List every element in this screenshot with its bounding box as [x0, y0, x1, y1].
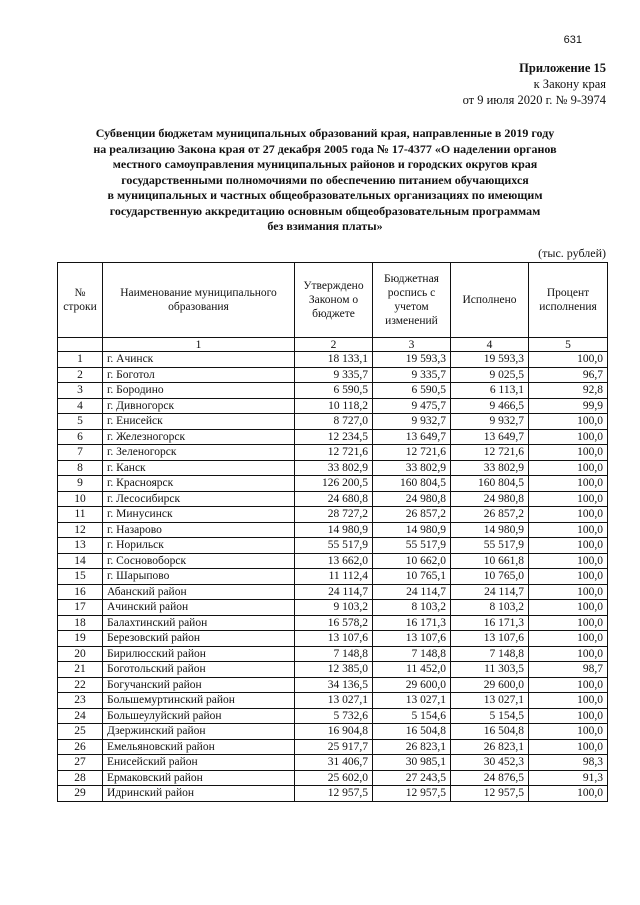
- name-cell: Енисейский район: [103, 755, 295, 771]
- name-cell: г. Зеленогорск: [103, 445, 295, 461]
- percent-cell: 100,0: [529, 507, 608, 523]
- percent-cell: 100,0: [529, 538, 608, 554]
- name-cell: Ермаковский район: [103, 770, 295, 786]
- approved-cell: 25 602,0: [295, 770, 373, 786]
- header-approved: Утверждено Законом о бюджете: [295, 263, 373, 338]
- column-number: 4: [451, 338, 529, 352]
- units-label: (тыс. рублей): [538, 246, 606, 260]
- approved-cell: 9 335,7: [295, 367, 373, 383]
- percent-cell: 100,0: [529, 476, 608, 492]
- table-row: [58, 538, 608, 554]
- budget-list-cell: 27 243,5: [373, 770, 451, 786]
- table-row: [58, 445, 608, 461]
- table-row: [58, 786, 608, 802]
- percent-cell: 100,0: [529, 600, 608, 616]
- approved-cell: 16 904,8: [295, 724, 373, 740]
- executed-cell: 14 980,9: [451, 522, 529, 538]
- executed-cell: 16 504,8: [451, 724, 529, 740]
- table-row: [58, 383, 608, 399]
- budget-list-cell: 10 765,1: [373, 569, 451, 585]
- name-cell: г. Железногорск: [103, 429, 295, 445]
- executed-cell: 16 171,3: [451, 615, 529, 631]
- row-number-cell: 21: [58, 662, 103, 678]
- percent-cell: 100,0: [529, 708, 608, 724]
- executed-cell: 26 823,1: [451, 739, 529, 755]
- column-number: 3: [373, 338, 451, 352]
- name-cell: Балахтинский район: [103, 615, 295, 631]
- appendix-header: [463, 60, 606, 108]
- row-number-cell: 29: [58, 786, 103, 802]
- table-row: [58, 631, 608, 647]
- row-number-cell: 28: [58, 770, 103, 786]
- percent-cell: 100,0: [529, 429, 608, 445]
- budget-list-cell: 55 517,9: [373, 538, 451, 554]
- budget-list-cell: 9 335,7: [373, 367, 451, 383]
- title-line: Субвенции бюджетам муниципальных образований края, направленные в 2019 году: [95, 126, 555, 140]
- budget-list-cell: 9 932,7: [373, 414, 451, 430]
- header-budget-list: Бюджетная роспись с учетом изменений: [373, 263, 451, 338]
- budget-list-cell: 7 148,8: [373, 646, 451, 662]
- percent-cell: 100,0: [529, 460, 608, 476]
- row-number-cell: 6: [58, 429, 103, 445]
- percent-cell: 100,0: [529, 584, 608, 600]
- name-cell: Идринский район: [103, 786, 295, 802]
- percent-cell: 100,0: [529, 445, 608, 461]
- percent-cell: 100,0: [529, 724, 608, 740]
- title-line: местного самоуправления муниципальных районов и городских округов края: [112, 157, 538, 171]
- executed-cell: 33 802,9: [451, 460, 529, 476]
- executed-cell: 5 154,5: [451, 708, 529, 724]
- name-cell: Бирилюсский район: [103, 646, 295, 662]
- budget-list-cell: 19 593,3: [373, 352, 451, 368]
- approved-cell: 11 112,4: [295, 569, 373, 585]
- percent-cell: 100,0: [529, 615, 608, 631]
- row-number-cell: 18: [58, 615, 103, 631]
- budget-list-cell: 8 103,2: [373, 600, 451, 616]
- name-cell: г. Бородино: [103, 383, 295, 399]
- approved-cell: 18 133,1: [295, 352, 373, 368]
- percent-cell: 98,7: [529, 662, 608, 678]
- name-cell: Боготольский район: [103, 662, 295, 678]
- executed-cell: 9 466,5: [451, 398, 529, 414]
- approved-cell: 5 732,6: [295, 708, 373, 724]
- approved-cell: 31 406,7: [295, 755, 373, 771]
- executed-cell: 26 857,2: [451, 507, 529, 523]
- table-row: [58, 600, 608, 616]
- name-cell: г. Красноярск: [103, 476, 295, 492]
- name-cell: г. Канск: [103, 460, 295, 476]
- executed-cell: 55 517,9: [451, 538, 529, 554]
- approved-cell: 28 727,2: [295, 507, 373, 523]
- approved-cell: 34 136,5: [295, 677, 373, 693]
- executed-cell: 13 027,1: [451, 693, 529, 709]
- table-row: [58, 677, 608, 693]
- executed-cell: 13 107,6: [451, 631, 529, 647]
- budget-list-cell: 13 107,6: [373, 631, 451, 647]
- budget-list-cell: 24 980,8: [373, 491, 451, 507]
- appendix-title: Приложение 15: [519, 61, 606, 75]
- percent-cell: 99,9: [529, 398, 608, 414]
- percent-cell: 100,0: [529, 631, 608, 647]
- executed-cell: 6 113,1: [451, 383, 529, 399]
- percent-cell: 100,0: [529, 352, 608, 368]
- executed-cell: 160 804,5: [451, 476, 529, 492]
- table-row: [58, 367, 608, 383]
- approved-cell: 13 107,6: [295, 631, 373, 647]
- table-row: [58, 569, 608, 585]
- executed-cell: 7 148,8: [451, 646, 529, 662]
- table-row: [58, 724, 608, 740]
- budget-list-cell: 13 027,1: [373, 693, 451, 709]
- table-row: [58, 553, 608, 569]
- name-cell: г. Назарово: [103, 522, 295, 538]
- row-number-cell: 8: [58, 460, 103, 476]
- row-number-cell: 9: [58, 476, 103, 492]
- approved-cell: 12 234,5: [295, 429, 373, 445]
- row-number-cell: 26: [58, 739, 103, 755]
- table-row: [58, 491, 608, 507]
- column-number: [58, 338, 103, 352]
- executed-cell: 12 721,6: [451, 445, 529, 461]
- name-cell: Абанский район: [103, 584, 295, 600]
- table-body: [58, 352, 608, 802]
- executed-cell: 10 765,0: [451, 569, 529, 585]
- name-cell: Березовский район: [103, 631, 295, 647]
- executed-cell: 24 876,5: [451, 770, 529, 786]
- row-number-cell: 4: [58, 398, 103, 414]
- appendix-law: к Закону края: [533, 77, 606, 91]
- table-row: [58, 398, 608, 414]
- budget-list-cell: 5 154,6: [373, 708, 451, 724]
- name-cell: г. Боготол: [103, 367, 295, 383]
- row-number-cell: 16: [58, 584, 103, 600]
- table-row: [58, 755, 608, 771]
- row-number-cell: 20: [58, 646, 103, 662]
- table-row: [58, 476, 608, 492]
- title-line: в муниципальных и частных общеобразовательных организациях по имеющим: [107, 188, 543, 202]
- percent-cell: 100,0: [529, 414, 608, 430]
- budget-list-cell: 26 823,1: [373, 739, 451, 755]
- row-number-cell: 25: [58, 724, 103, 740]
- percent-cell: 100,0: [529, 786, 608, 802]
- name-cell: Богучанский район: [103, 677, 295, 693]
- column-number: 1: [103, 338, 295, 352]
- approved-cell: 25 917,7: [295, 739, 373, 755]
- budget-list-cell: 33 802,9: [373, 460, 451, 476]
- row-number-cell: 17: [58, 600, 103, 616]
- approved-cell: 6 590,5: [295, 383, 373, 399]
- approved-cell: 24 114,7: [295, 584, 373, 600]
- table-row: [58, 584, 608, 600]
- approved-cell: 55 517,9: [295, 538, 373, 554]
- executed-cell: 19 593,3: [451, 352, 529, 368]
- header-row-number: № строки: [58, 263, 103, 338]
- budget-list-cell: 29 600,0: [373, 677, 451, 693]
- budget-list-cell: 160 804,5: [373, 476, 451, 492]
- approved-cell: 12 957,5: [295, 786, 373, 802]
- page-number: 631: [563, 34, 582, 46]
- budget-list-cell: 24 114,7: [373, 584, 451, 600]
- percent-cell: 100,0: [529, 739, 608, 755]
- column-number: 5: [529, 338, 608, 352]
- table-row: [58, 739, 608, 755]
- row-number-cell: 12: [58, 522, 103, 538]
- name-cell: г. Лесосибирск: [103, 491, 295, 507]
- row-number-cell: 2: [58, 367, 103, 383]
- budget-list-cell: 14 980,9: [373, 522, 451, 538]
- executed-cell: 24 980,8: [451, 491, 529, 507]
- executed-cell: 29 600,0: [451, 677, 529, 693]
- row-number-cell: 15: [58, 569, 103, 585]
- name-cell: Большеулуйский район: [103, 708, 295, 724]
- budget-list-cell: 10 662,0: [373, 553, 451, 569]
- table-row: [58, 693, 608, 709]
- row-number-cell: 10: [58, 491, 103, 507]
- table-header-row: [58, 263, 608, 338]
- appendix-date: от 9 июля 2020 г. № 9-3974: [462, 93, 606, 107]
- name-cell: Большемуртинский район: [103, 693, 295, 709]
- table-row: [58, 615, 608, 631]
- row-number-cell: 23: [58, 693, 103, 709]
- percent-cell: 96,7: [529, 367, 608, 383]
- name-cell: г. Ачинск: [103, 352, 295, 368]
- subvention-table: [57, 262, 608, 802]
- approved-cell: 16 578,2: [295, 615, 373, 631]
- approved-cell: 10 118,2: [295, 398, 373, 414]
- executed-cell: 9 932,7: [451, 414, 529, 430]
- budget-list-cell: 13 649,7: [373, 429, 451, 445]
- percent-cell: 100,0: [529, 553, 608, 569]
- percent-cell: 92,8: [529, 383, 608, 399]
- approved-cell: 126 200,5: [295, 476, 373, 492]
- budget-list-cell: 30 985,1: [373, 755, 451, 771]
- name-cell: г. Сосновоборск: [103, 553, 295, 569]
- table-row: [58, 662, 608, 678]
- percent-cell: 100,0: [529, 491, 608, 507]
- budget-list-cell: 12 721,6: [373, 445, 451, 461]
- percent-cell: 91,3: [529, 770, 608, 786]
- document-title: [60, 126, 590, 235]
- approved-cell: 9 103,2: [295, 600, 373, 616]
- budget-list-cell: 16 504,8: [373, 724, 451, 740]
- budget-list-cell: 26 857,2: [373, 507, 451, 523]
- row-number-cell: 5: [58, 414, 103, 430]
- name-cell: г. Шарыпово: [103, 569, 295, 585]
- name-cell: Дзержинский район: [103, 724, 295, 740]
- row-number-cell: 19: [58, 631, 103, 647]
- table-row: [58, 507, 608, 523]
- row-number-cell: 27: [58, 755, 103, 771]
- executed-cell: 8 103,2: [451, 600, 529, 616]
- executed-cell: 24 114,7: [451, 584, 529, 600]
- header-executed: Исполнено: [451, 263, 529, 338]
- percent-cell: 100,0: [529, 522, 608, 538]
- budget-list-cell: 12 957,5: [373, 786, 451, 802]
- name-cell: г. Норильск: [103, 538, 295, 554]
- name-cell: г. Минусинск: [103, 507, 295, 523]
- row-number-cell: 11: [58, 507, 103, 523]
- approved-cell: 12 721,6: [295, 445, 373, 461]
- column-number: 2: [295, 338, 373, 352]
- approved-cell: 13 027,1: [295, 693, 373, 709]
- percent-cell: 100,0: [529, 646, 608, 662]
- name-cell: Ачинский район: [103, 600, 295, 616]
- budget-list-cell: 9 475,7: [373, 398, 451, 414]
- executed-cell: 12 957,5: [451, 786, 529, 802]
- table-row: [58, 708, 608, 724]
- row-number-cell: 22: [58, 677, 103, 693]
- table-row: [58, 522, 608, 538]
- approved-cell: 14 980,9: [295, 522, 373, 538]
- approved-cell: 7 148,8: [295, 646, 373, 662]
- executed-cell: 10 661,8: [451, 553, 529, 569]
- percent-cell: 100,0: [529, 693, 608, 709]
- percent-cell: 98,3: [529, 755, 608, 771]
- table-row: [58, 460, 608, 476]
- approved-cell: 8 727,0: [295, 414, 373, 430]
- row-number-cell: 7: [58, 445, 103, 461]
- executed-cell: 9 025,5: [451, 367, 529, 383]
- table-row: [58, 414, 608, 430]
- name-cell: Емельяновский район: [103, 739, 295, 755]
- row-number-cell: 24: [58, 708, 103, 724]
- title-line: без взимания платы»: [267, 219, 383, 233]
- title-line: на реализацию Закона края от 27 декабря 2005 года № 17-4377 «О наделении органов: [93, 141, 557, 156]
- table-row: [58, 770, 608, 786]
- approved-cell: 12 385,0: [295, 662, 373, 678]
- approved-cell: 33 802,9: [295, 460, 373, 476]
- table-row: [58, 429, 608, 445]
- title-line: государственными полномочиями по обеспечению питанием обучающихся: [121, 172, 529, 187]
- name-cell: г. Дивногорск: [103, 398, 295, 414]
- approved-cell: 24 680,8: [295, 491, 373, 507]
- row-number-cell: 13: [58, 538, 103, 554]
- budget-list-cell: 11 452,0: [373, 662, 451, 678]
- header-name: Наименование муниципального образования: [103, 263, 295, 338]
- budget-list-cell: 6 590,5: [373, 383, 451, 399]
- row-number-cell: 3: [58, 383, 103, 399]
- budget-list-cell: 16 171,3: [373, 615, 451, 631]
- table-row: [58, 646, 608, 662]
- column-number-row: [58, 338, 608, 352]
- row-number-cell: 14: [58, 553, 103, 569]
- table-row: [58, 352, 608, 368]
- executed-cell: 11 303,5: [451, 662, 529, 678]
- name-cell: г. Енисейск: [103, 414, 295, 430]
- percent-cell: 100,0: [529, 677, 608, 693]
- executed-cell: 30 452,3: [451, 755, 529, 771]
- executed-cell: 13 649,7: [451, 429, 529, 445]
- approved-cell: 13 662,0: [295, 553, 373, 569]
- header-percent: Процент исполнения: [529, 263, 608, 338]
- percent-cell: 100,0: [529, 569, 608, 585]
- row-number-cell: 1: [58, 352, 103, 368]
- title-line: государственную аккредитацию основным общеобразовательным программам: [109, 203, 541, 218]
